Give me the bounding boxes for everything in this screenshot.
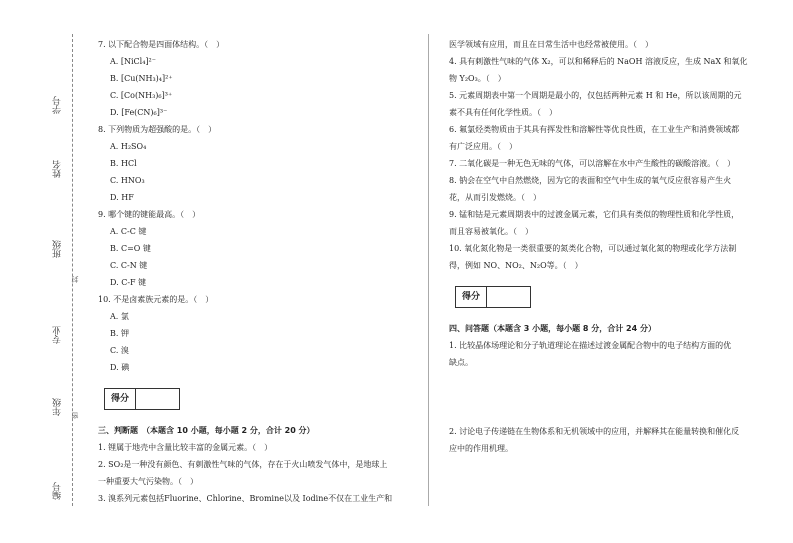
tf-question-4-line2: 物 Y₂O₃。（ ） xyxy=(449,74,506,83)
tf-question-2-line1: 2. SO₂是一种没有颜色、有刺激性气味的气体，存在于火山喷发气体中，是地球上 xyxy=(98,460,388,469)
q8-option-b: B. HCl xyxy=(110,159,137,168)
q10-option-b: B. 钾 xyxy=(110,329,129,338)
section-4-title: 四、问答题（本题含 3 小题，每小题 8 分，合计 24 分） xyxy=(449,324,656,333)
q10-option-c: C. 溴 xyxy=(110,346,129,355)
q8-option-d: D. HF xyxy=(110,193,134,202)
tf-question-9-line2: 而且容易被氧化。（ ） xyxy=(449,227,533,236)
score-box-right xyxy=(455,286,531,308)
binding-line xyxy=(72,34,73,506)
tf-question-3-line1: 3. 溴系列元素包括Fluorine、Chlorine、Bromine以及 Iodine不仅在工业生产和 xyxy=(98,494,393,503)
class-label: 班级 xyxy=(53,240,63,258)
qa-question-1-line2: 缺点。 xyxy=(449,358,473,367)
major-label: 专业 xyxy=(53,326,63,344)
q9-option-c: C. C-N 键 xyxy=(110,261,148,270)
column-divider xyxy=(428,34,429,506)
q7-option-b: B. [Cu(NH₃)₄]²⁺ xyxy=(110,74,173,83)
score-label: 得分 xyxy=(105,389,136,409)
q7-option-c: C. [Co(NH₃)₆]³⁺ xyxy=(110,91,173,100)
question-8: 8. 下列物质为超强酸的是。（ ） xyxy=(98,125,217,134)
q10-option-a: A. 氯 xyxy=(110,312,129,321)
tf-question-2-line2: 一种重要大气污染物。（ ） xyxy=(98,477,198,486)
q9-option-a: A. C-C 键 xyxy=(110,227,147,236)
grade-label: 年级 xyxy=(53,398,63,416)
tf-question-9-line1: 9. 锰和钴是元素周期表中的过渡金属元素，它们具有类似的物理性质和化学性质， xyxy=(449,210,740,219)
seal-mark: 封 xyxy=(71,276,79,283)
qa-question-2-line1: 2. 讨论电子传递链在生物体系和无机领域中的应用，并解释其在能量转换和催化反 xyxy=(449,427,740,436)
tf-question-3-line2: 医学领域有应用，而且在日常生活中也经常被使用。（ ） xyxy=(449,40,653,49)
qa-question-1-line1: 1. 比较晶体场理论和分子轨道理论在描述过渡金属配合物中的电子结构方面的优 xyxy=(449,341,732,350)
secret-mark: 密 xyxy=(71,412,79,419)
tf-question-6-line2: 有广泛应用。（ ） xyxy=(449,142,517,151)
score-label: 得分 xyxy=(456,287,487,307)
qa-question-2-line2: 应中的作用机理。 xyxy=(449,444,513,453)
name-label: 姓名 xyxy=(53,160,63,178)
question-10: 10. 不是卤素族元素的是。（ ） xyxy=(98,295,214,304)
tf-question-1: 1. 锂属于地壳中含量比较丰富的金属元素。（ ） xyxy=(98,443,273,452)
answer-space-1[interactable] xyxy=(449,371,769,423)
tf-question-4-line1: 4. 具有刺激性气味的气体 X₂，可以和稀释后的 NaOH 溶液反应，生成 NaX 和氧化 xyxy=(449,57,748,66)
question-7: 7. 以下配合物是四面体结构。（ ） xyxy=(98,40,225,49)
score-blank xyxy=(487,287,530,307)
tf-question-5-line1: 5. 元素周期表中第一个周期是最小的，仅包括两种元素 H 和 He，所以该周期的元 xyxy=(449,91,742,100)
number-label: 编号 xyxy=(53,482,63,500)
tf-question-5-line2: 素不具有任何化学性质。（ ） xyxy=(449,108,557,117)
q7-option-a: A. [NiCl₄]²⁻ xyxy=(110,57,156,66)
tf-question-7: 7. 二氧化碳是一种无色无味的气体，可以溶解在水中产生酸性的碳酸溶液。（ ） xyxy=(449,159,736,168)
score-box-left xyxy=(104,388,180,410)
section-3-title: 三、判断题 （本题含 10 小题，每小题 2 分，合计 20 分） xyxy=(98,426,315,435)
q9-option-b: B. C=O 键 xyxy=(110,244,151,253)
student-id-label: 学号 xyxy=(53,96,63,114)
q7-option-d: D. [Fe(CN)₆]³⁻ xyxy=(110,108,168,117)
tf-question-10-line2: 得，例如 NO、NO₂、N₂O等。（ ） xyxy=(449,261,583,270)
question-9: 9. 哪个键的键能最高。（ ） xyxy=(98,210,201,219)
right-column xyxy=(449,36,769,457)
tf-question-6-line1: 6. 氟氯烃类物质由于其具有挥发性和溶解性等优良性质，在工业生产和消费领域都 xyxy=(449,125,740,134)
q10-option-d: D. 碘 xyxy=(110,363,130,372)
q9-option-d: D. C-F 键 xyxy=(110,278,147,287)
tf-question-10-line1: 10. 氧化氮化物是一类很重要的氮类化合物，可以通过氧化氮的物理或化学方法制 xyxy=(449,244,737,253)
left-column xyxy=(98,36,416,507)
q8-option-c: C. HNO₃ xyxy=(110,176,145,185)
tf-question-8-line1: 8. 钠会在空气中自然燃烧，因为它的表面和空气中生成的氧气反应很容易产生火 xyxy=(449,176,732,185)
q8-option-a: A. H₂SO₄ xyxy=(110,142,147,151)
tf-question-8-line2: 花，从而引发燃烧。（ ） xyxy=(449,193,541,202)
score-blank xyxy=(136,389,179,409)
